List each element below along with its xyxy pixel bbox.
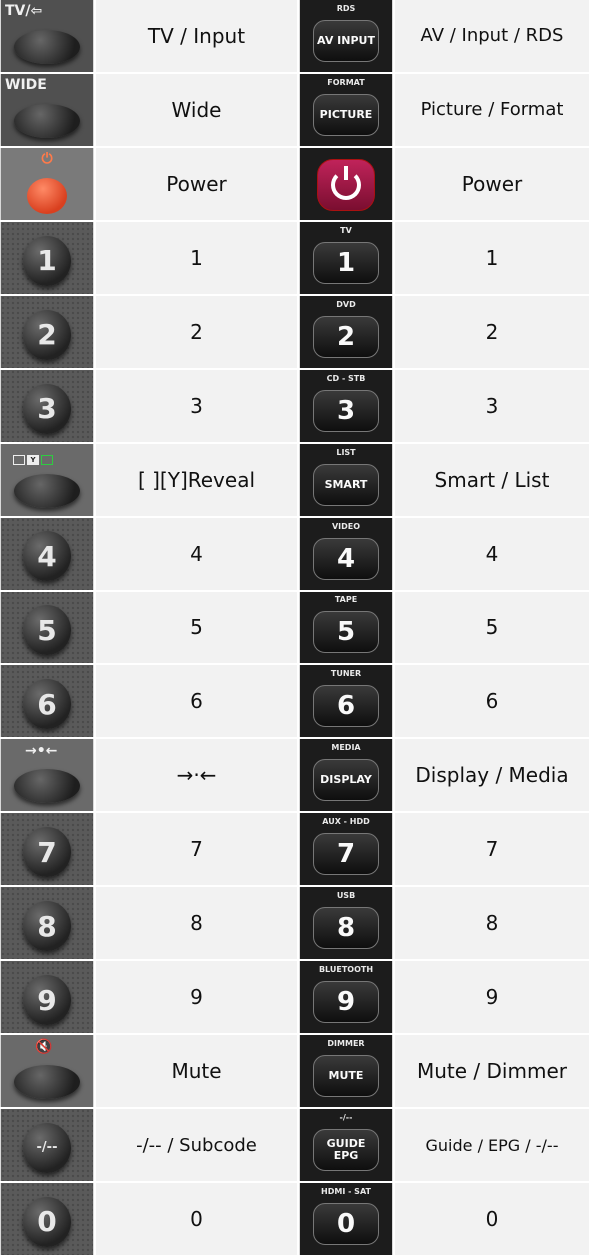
remote-b-image [299,592,395,666]
remote-key: 3 [313,390,379,432]
right-label: Smart / List [395,444,591,518]
remote-key: 6 [313,685,379,727]
remote-b-image [299,1109,395,1183]
remote-a-image [0,813,96,887]
remote-button: 4 [23,531,71,581]
power-button [317,159,375,211]
remote-a-image [0,1035,96,1109]
right-label: Power [395,148,591,222]
button-caption: HDMI - SAT [321,1186,371,1196]
left-label: 2 [96,296,299,370]
remote-button: 9 [23,975,71,1025]
right-label: 1 [395,222,591,296]
button-caption: VIDEO [331,521,361,531]
button-caption: MEDIA [331,743,361,753]
power-icon [331,170,361,200]
arrows-icon: →•← [25,743,58,760]
remote-b-image [299,813,395,887]
button-caption: AUX - HDD [322,817,370,827]
remote-key: DISPLAY [313,759,379,801]
button-caption: BLUETOOTH [318,965,374,975]
remote-key: 4 [313,538,379,580]
right-label: Picture / Format [395,74,591,148]
remote-button: 1 [23,236,71,286]
remote-key: 2 [313,316,379,358]
button-caption: RDS [336,3,356,13]
right-label: 8 [395,887,591,961]
left-label: TV / Input [96,0,299,74]
button-caption: LIST [336,447,356,457]
right-label: 7 [395,813,591,887]
remote-a-image [0,444,96,518]
remote-button: 2 [23,310,71,360]
button-caption: FORMAT [327,77,365,87]
remote-b-image [299,1035,395,1109]
remote-b-image [299,961,395,1035]
remote-button: 8 [23,901,71,951]
button-caption: USB [336,891,356,901]
right-label: AV / Input / RDS [395,0,591,74]
remote-key: AV INPUT [313,20,379,62]
right-label: 9 [395,961,591,1035]
remote-key: 9 [313,981,379,1023]
button-caption: TV [340,225,352,235]
right-label: Display / Media [395,739,591,813]
right-label: Mute / Dimmer [395,1035,591,1109]
button-caption: DVD [336,299,356,309]
right-label: 2 [395,296,591,370]
right-label: 4 [395,518,591,592]
remote-button [14,474,80,508]
remote-a-image [0,148,96,222]
remote-button: 6 [23,679,71,729]
remote-key: 0 [313,1203,379,1245]
remote-a-image [0,739,96,813]
remote-a-image [0,370,96,444]
mute-icon: 🔇 [35,1039,53,1056]
remote-key: 8 [313,907,379,949]
remote-button: -/-- [23,1123,71,1173]
left-label: Wide [96,74,299,148]
remote-b-image [299,518,395,592]
left-label: 1 [96,222,299,296]
remote-button [14,769,80,803]
left-label: 6 [96,665,299,739]
right-label: 3 [395,370,591,444]
remote-a-image [0,1183,96,1257]
remote-b-image [299,444,395,518]
teletext-reveal-icons: Y [13,452,55,468]
remote-button [14,104,80,138]
left-label: 3 [96,370,299,444]
remote-a-image [0,0,96,74]
remote-b-image [299,665,395,739]
remote-key: 1 [313,242,379,284]
right-label: Guide / EPG / -/-- [395,1109,591,1183]
remote-a-image [0,961,96,1035]
left-label: 7 [96,813,299,887]
remote-a-image [0,592,96,666]
remote-b-image [299,739,395,813]
remote-b-image [299,887,395,961]
right-label: 5 [395,592,591,666]
remote-a-image [0,887,96,961]
remote-key: 7 [313,833,379,875]
remote-button: 5 [23,605,71,655]
button-caption: WIDE [5,76,47,93]
remote-key: GUIDE EPG [313,1129,379,1171]
button-caption: TV/⇦ [5,2,43,19]
remote-button: 3 [23,384,71,434]
remote-key: 5 [313,611,379,653]
remote-b-image [299,0,395,74]
button-caption: DIMMER [327,1039,365,1049]
remote-b-image [299,370,395,444]
remote-key: MUTE [313,1055,379,1097]
remote-a-image [0,518,96,592]
remote-button [14,1065,80,1099]
left-label: 0 [96,1183,299,1257]
remote-a-image [0,665,96,739]
left-label: →·← [96,739,299,813]
remote-a-image [0,74,96,148]
remote-b-image [299,222,395,296]
left-label: [ ][Y]Reveal [96,444,299,518]
left-label: -/-- / Subcode [96,1109,299,1183]
remote-b-image [299,1183,395,1257]
right-label: 6 [395,665,591,739]
remote-b-image [299,74,395,148]
right-label: 0 [395,1183,591,1257]
remote-button: 0 [23,1197,71,1247]
remote-key: SMART [313,464,379,506]
button-caption: TUNER [330,669,362,679]
left-label: Power [96,148,299,222]
power-button [27,178,67,214]
left-label: Mute [96,1035,299,1109]
remote-a-image [0,296,96,370]
button-caption: CD - STB [326,373,366,383]
remote-button [14,30,80,64]
remote-key: PICTURE [313,94,379,136]
power-icon: ⏻ [41,150,53,167]
remote-b-image [299,296,395,370]
button-caption: -/-- [339,1113,353,1123]
remote-a-image [0,1109,96,1183]
button-caption: TAPE [334,595,358,605]
remote-b-image [299,148,395,222]
remote-button: 7 [23,827,71,877]
left-label: 8 [96,887,299,961]
left-label: 5 [96,592,299,666]
remote-a-image [0,222,96,296]
left-label: 4 [96,518,299,592]
left-label: 9 [96,961,299,1035]
